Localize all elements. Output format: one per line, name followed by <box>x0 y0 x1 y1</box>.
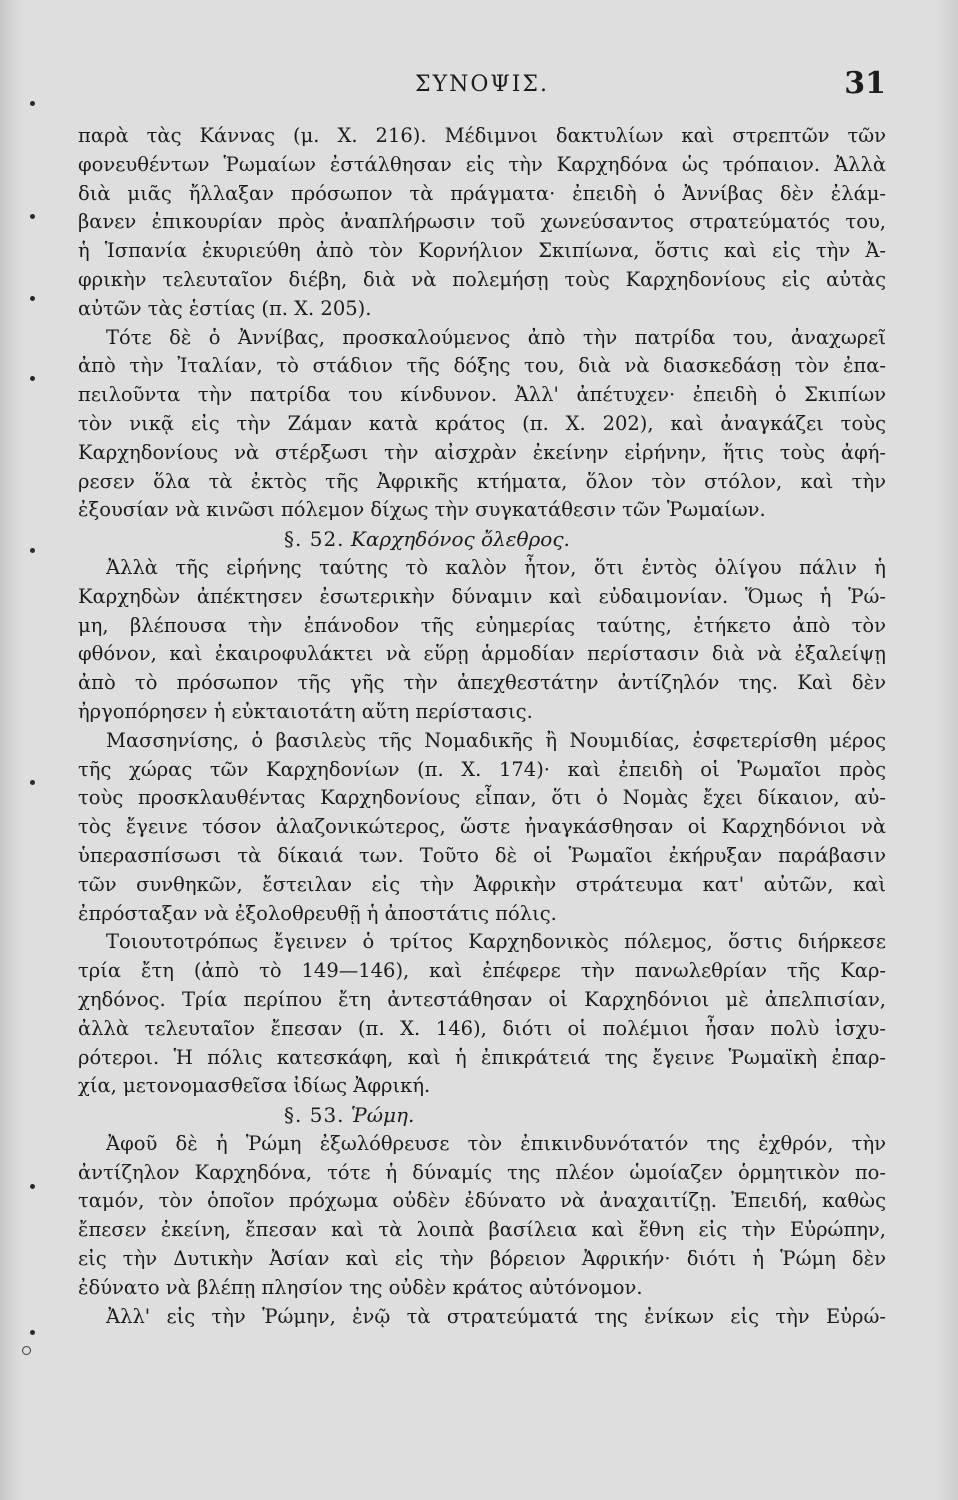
section-title: Καρχηδόνος ὄλεθρος. <box>350 527 570 552</box>
body-text <box>78 122 886 1331</box>
text-line: Ἀφοῦ δὲ ἡ Ῥώμη ἐξωλόθρευσε τὸν ἐπικινδυνότατόν της ἐχθρόν, τὴν <box>106 1131 886 1155</box>
text-line: ἐδύνατο νὰ βλέπῃ πλησίον της οὐδὲν κράτος αὐτόνομον. <box>78 1275 643 1299</box>
text-line: μη, βλέπουσα τὴν ἐπάνοδον τῆς εὐημερίας ταύτης, ἐτήκετο ἀπὸ τὸν <box>78 613 886 637</box>
text-line: φονευθέντων Ῥωμαίων ἐστάλθησαν εἰς τὴν Καρχηδόνα ὡς τρόπαιον. Ἀλλὰ <box>78 152 886 176</box>
text-line: χηδόνος. Τρία περίπου ἔτη ἀντεστάθησαν οἱ Καρχηδόνιοι μὲ ἀπελπισίαν, <box>78 987 886 1011</box>
text-line: πειλοῦντα τὴν πατρίδα του κίνδυνον. Ἀλλ' ἀπέτυχεν· ἐπειδὴ ὁ Σκιπίων <box>78 383 886 407</box>
text-line: τῶν συνθηκῶν, ἔστειλαν εἰς τὴν Ἀφρικὴν στράτευμα κατ' αὐτῶν, καὶ <box>78 872 886 896</box>
text-line: ρότεροι. Ἡ πόλις κατεσκάφη, καὶ ἡ ἐπικράτειά της ἔγεινε Ῥωμαϊκὴ ἐπαρ- <box>78 1045 886 1069</box>
margin-mark <box>30 296 35 301</box>
text-line: ἀπὸ τὴν Ἰταλίαν, τὸ στάδιον τῆς δόξης του, διὰ νὰ διασκεδάσῃ τὸν ἐπα- <box>78 354 886 378</box>
text-line: χία, μετονομασθεῖσα ἰδίως Ἀφρική. <box>78 1074 431 1098</box>
section-heading-53 <box>78 1101 886 1130</box>
text-line: τρία ἔτη (ἀπὸ τὸ 149—146), καὶ ἐπέφερε τὴν πανωλεθρίαν τῆς Καρ- <box>78 959 886 983</box>
text-line: παρὰ τὰς Κάννας (μ. Χ. 216). Μέδιμνοι δακτυλίων καὶ στρεπτῶν τῶν <box>78 124 886 147</box>
margin-mark <box>30 548 35 553</box>
text-line: ἀντίζηλον Καρχηδόνα, τότε ἡ δύναμίς της πλέον ὡμοίαζεν ὁρμητικὸν πο- <box>78 1160 886 1184</box>
text-line: ἐπρόσταξαν νὰ ἐξολοθρευθῇ ἡ ἀποστάτις πόλις. <box>78 901 557 925</box>
text-line: ἀλλὰ τελευταῖον ἔπεσαν (π. Χ. 146), διότι οἱ πολέμιοι ἦσαν πολὺ ἰσχυ- <box>78 1016 886 1040</box>
right-page-shadow <box>936 0 958 1500</box>
text-line: φθόνον, καὶ ἐκαιροφυλάκτει νὰ εὕρῃ ἁρμοδίαν περίστασιν διὰ νὰ ἐξαλείψῃ <box>78 642 886 666</box>
left-page-shadow <box>0 0 22 1500</box>
text-line: Τότε δὲ ὁ Ἀννίβας, προσκαλούμενος ἀπὸ τὴν πατρίδα του, ἀναχωρεῖ <box>106 325 886 349</box>
section-heading-52 <box>78 525 886 554</box>
text-line: ἔπεσεν ἐκείνη, ἔπεσαν καὶ τὰ λοιπὰ βασίλεια καὶ ἔθνη εἰς τὴν Εὐρώπην, <box>78 1218 886 1242</box>
page-header <box>78 66 886 110</box>
running-title: ΣΥΝΟΨΙΣ. <box>415 72 549 97</box>
text-line: ἀπὸ τὸ πρόσωπον τῆς γῆς τὴν ἀπεχθεστάτην ἀντίζηλόν της. Καὶ δὲν <box>78 671 886 695</box>
text-line: ταμόν, τὸν ὁποῖον πρόχωμα οὐδὲν ἐδύνατο νὰ ἀναχαιτίζῃ. Ἐπειδή, καθὼς <box>78 1189 886 1213</box>
text-line: βανεν ἐπικουρίαν πρὸς ἀναπλήρωσιν τοῦ χωνεύσαντος στρατεύματός του, <box>78 210 886 234</box>
margin-mark <box>30 1184 35 1189</box>
margin-ring-mark <box>22 1346 31 1355</box>
text-line: ἠργοπόρησεν ἡ εὐκταιοτάτη αὕτη περίστασις. <box>78 699 533 723</box>
text-line: Τοιουτοτρόπως ἔγεινεν ὁ τρίτος Καρχηδονικὸς πόλεμος, ὅστις διήρκεσε <box>106 930 886 954</box>
text-line: Ἀλλὰ τῆς εἰρήνης ταύτης τὸ καλὸν ἦτον, ὅτι ἐντὸς ὀλίγου πάλιν ἡ <box>106 555 886 579</box>
text-line: αὐτῶν τὰς ἑστίας (π. Χ. 205). <box>78 296 372 320</box>
text-line: Μασσηνίσης, ὁ βασιλεὺς τῆς Νομαδικῆς ἢ Νουμιδίας, ἐσφετερίσθη μέρος <box>106 728 886 752</box>
margin-mark <box>30 214 35 219</box>
margin-mark <box>30 1330 35 1335</box>
text-line: τῆς χώρας τῶν Καρχηδονίων (π. Χ. 174)· καὶ ἐπειδὴ οἱ Ῥωμαῖοι πρὸς <box>78 757 886 781</box>
text-line: Καρχηδὼν ἀπέκτησεν ἐσωτερικὴν δύναμιν καὶ εὐδαιμονίαν. Ὅμως ἡ Ῥώ- <box>78 584 886 608</box>
text-line: τοὺς προσκλαυθέντας Καρχηδονίους εἶπαν, ὅτι ὁ Νομὰς ἔχει δίκαιον, αὐ- <box>78 786 886 810</box>
text-line: Ἀλλ' εἰς τὴν Ῥώμην, ἐνῷ τὰ στρατεύματά της ἐνίκων εἰς τὴν Εὐρώ- <box>106 1304 886 1328</box>
text-line: εἰς τὴν Δυτικὴν Ἀσίαν καὶ εἰς τὴν βόρειον Ἀφρικήν· διότι ἡ Ῥώμη δὲν <box>78 1247 886 1271</box>
text-line: τὸς ἔγεινε τόσον ἀλαζονικώτερος, ὥστε ἠναγκάσθησαν οἱ Καρχηδόνιοι νὰ <box>78 815 886 839</box>
text-line: φρικὴν τελευταῖον διέβη, διὰ νὰ πολεμήσῃ τοὺς Καρχηδονίους εἰς αὐτὰς <box>78 267 886 291</box>
text-line: Καρχηδονίους νὰ στέρξωσι τὴν αἰσχρὰν ἐκείνην εἰρήνην, ἥτις τοὺς ἀφή- <box>78 440 886 464</box>
text-line: ὑπερασπίσωσι τὰ δίκαιά των. Τοῦτο δὲ οἱ Ῥωμαῖοι ἐκήρυξαν παράβασιν <box>78 843 886 867</box>
text-line: ρεσεν ὅλα τὰ ἐκτὸς τῆς Ἀφρικῆς κτήματα, ὅλον τὸν στόλον, καὶ τὴν <box>78 469 886 493</box>
text-line: διὰ μιᾶς ἤλλαξαν πρόσωπον τὰ πράγματα· ἐπειδὴ ὁ Ἀννίβας δὲν ἐλάμ- <box>78 181 886 205</box>
margin-mark <box>30 101 35 106</box>
text-line: ἡ Ἱσπανία ἐκυριεύθη ἀπὸ τὸν Κορνήλιον Σκιπίωνα, ὅστις καὶ εἰς τὴν Ἀ- <box>78 239 886 263</box>
section-number: §. 52. <box>284 527 345 552</box>
margin-mark <box>30 376 35 381</box>
section-title: Ῥώμη. <box>350 1103 415 1128</box>
page-number: 31 <box>844 66 886 101</box>
section-number: §. 53. <box>284 1103 345 1128</box>
margin-mark <box>30 780 35 785</box>
text-line: ἐξουσίαν νὰ κινῶσι πόλεμον δίχως τὴν συγκατάθεσιν τῶν Ῥωμαίων. <box>78 498 766 522</box>
text-line: τὸν νικᾷ εἰς τὴν Ζάμαν κατὰ κράτος (π. Χ. 202), καὶ ἀναγκάζει τοὺς <box>78 411 886 435</box>
